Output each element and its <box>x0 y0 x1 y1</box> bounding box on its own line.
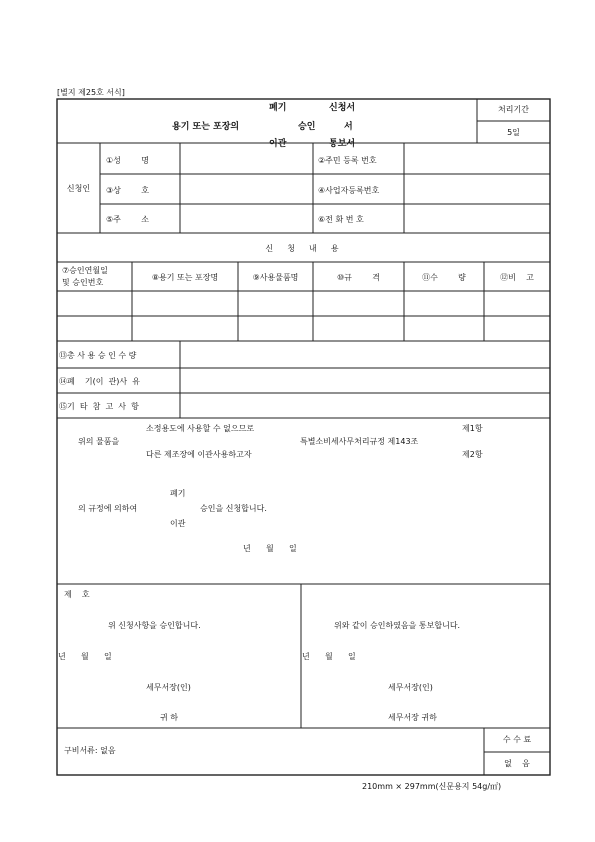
phone-label: ⑥전 화 번 호 <box>318 215 364 224</box>
approval-date-left: 년 월 일 <box>58 652 112 661</box>
title-option-notice: 통보서 <box>329 139 356 149</box>
paragraph-2-ref: 제2항 <box>462 450 483 459</box>
col-approval-date-line1: ⑦승인연월일 <box>62 266 108 275</box>
col-approval-date-line2: 및 승인번호 <box>62 278 104 287</box>
business-number-label: ④사업자등록번호 <box>318 186 380 195</box>
name-label: ①성 명 <box>106 156 149 165</box>
request-option-dispose: 폐기 <box>170 489 186 498</box>
reason-option-transfer: 다른 제조장에 이관사용하고자 <box>146 450 252 459</box>
address-label: ⑤주 소 <box>106 215 149 224</box>
title-option-transfer: 이관 <box>269 139 287 149</box>
form-number: [별지 제25호 서식] <box>57 88 125 97</box>
addressee-right: 세무서장 귀하 <box>388 713 437 722</box>
col-container-name: ⑧용기 또는 포장명 <box>151 273 219 282</box>
addressee-left: 귀 하 <box>160 713 178 722</box>
col-remarks: ⑫비 고 <box>500 273 534 282</box>
approval-text-right: 위와 같이 승인하였음을 통보합니다. <box>334 621 461 630</box>
required-documents: 구비서류: 없음 <box>64 746 116 755</box>
title-option-dispose: 폐기 <box>269 103 287 113</box>
title-document: 서 <box>344 122 353 132</box>
approval-date-right: 년 월 일 <box>302 652 356 661</box>
tax-office-signer-right: 세무서장(인) <box>388 683 433 692</box>
tax-office-signer-left: 세무서장(인) <box>146 683 191 692</box>
resident-number-label: ②주민 등록 번호 <box>318 156 377 165</box>
col-item-name: ⑨사용물품명 <box>252 273 299 282</box>
trade-name-label: ③상 호 <box>106 186 149 195</box>
reason-option-dispose: 소정용도에 사용할 수 없으므로 <box>146 424 255 433</box>
approval-text-left: 위 신청사항을 승인합니다. <box>108 621 201 630</box>
paper-size-note: 210mm × 297mm(신문용지 54g/㎡) <box>362 782 502 791</box>
reason-label: ⑭폐 기(이 관)사 유 <box>59 377 140 386</box>
content-header: 신 청 내 용 <box>265 244 342 253</box>
request-suffix: 승인을 신청합니다. <box>200 504 267 513</box>
page-title: 용기 또는 포장의 <box>172 122 240 132</box>
total-qty-label: ⑬총 사 용 승 인 수 량 <box>59 351 137 360</box>
request-prefix: 의 규정에 의하여 <box>78 504 138 513</box>
col-quantity: ⑪수 량 <box>422 273 466 282</box>
fee-value: 없 음 <box>504 759 530 768</box>
paragraph-1-ref: 제1항 <box>462 424 483 433</box>
other-label: ⑮기 타 참 고 사 항 <box>59 402 139 411</box>
request-option-transfer: 이관 <box>170 519 186 528</box>
body-prefix: 위의 물품을 <box>78 437 120 446</box>
application-date: 년 월 일 <box>243 544 297 553</box>
processing-value: 5일 <box>507 128 520 137</box>
title-approval: 승인 <box>298 122 316 132</box>
applicant-label: 신청인 <box>66 184 91 193</box>
regulation-ref: 특별소비세사무처리규정 제143조 <box>300 437 419 446</box>
title-option-application: 신청서 <box>329 103 356 113</box>
processing-label: 처리기간 <box>498 105 529 114</box>
approval-number-label: 제 호 <box>64 590 90 599</box>
fee-label: 수 수 료 <box>502 735 532 744</box>
col-spec: ⑩규 격 <box>337 273 380 282</box>
